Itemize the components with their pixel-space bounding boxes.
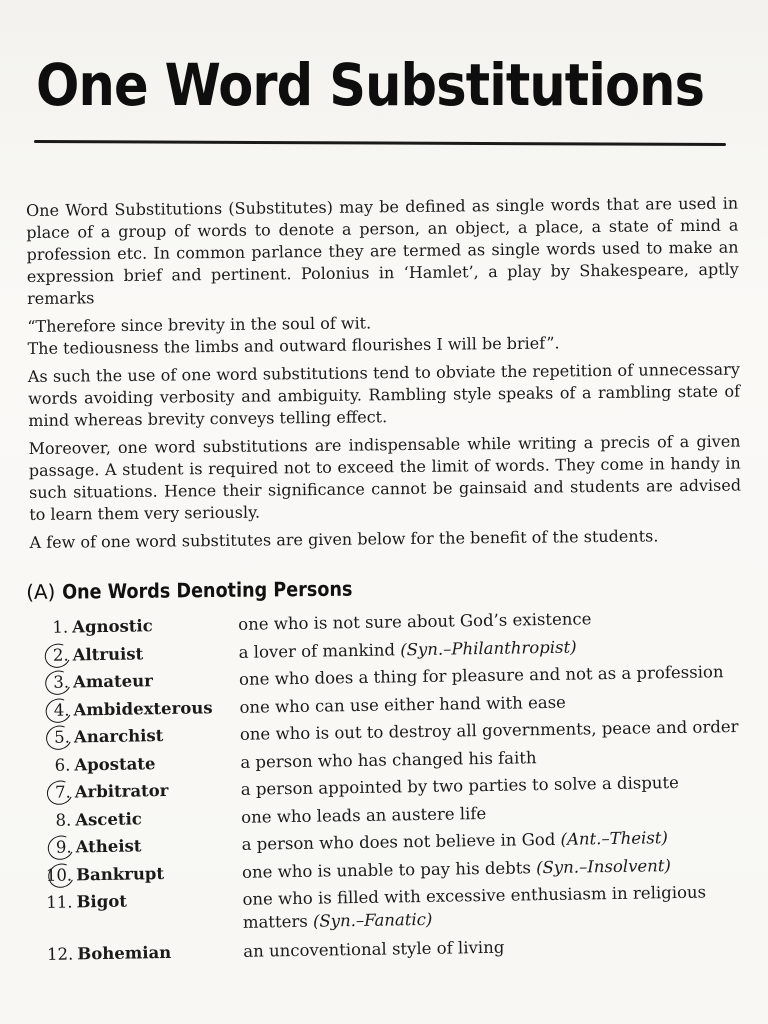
word-label: Ascetic [75,808,142,829]
title-underline [34,140,726,146]
word-label: Anarchist [73,726,164,747]
word-number: 1. [52,617,69,637]
meaning-text: one who is filled with excessive enthusiasm in religious matters [242,882,707,932]
intro-paragraph-2: As such the use of one word substitutions tend to obviate the repetition of unnecessary words avoiding verbosity and ambiguity. Rambling style speaks of a rambling state of mind whereas brevity conveys telling effect. [27,359,741,430]
word-term [43,938,243,969]
meaning-text: a person who does not believe in God [241,829,556,854]
word-number: 10. [45,864,73,885]
word-term [41,803,241,834]
word-term [41,776,241,807]
word-number: 4. [53,700,70,720]
quote-line-1: “Therefore since brevity in the soul of wit. [27,313,372,336]
intro-text [26,193,742,560]
intro-paragraph-3: Moreover, one word substitutions are indispensable while writing a precis of a given passage. A student is required not to exceed the limit of words. They come in handy in such situations. Hence their significance cannot be gainsaid and students are advised to learn them very seriously. [28,431,742,524]
word-term [41,831,241,862]
word-number: 9. [55,837,72,857]
meaning-text: a person who has changed his faith [240,747,537,772]
intro-paragraph-4: A few of one word substitutes are given below for the benefit of the students. [29,526,659,552]
word-label: Bohemian [77,942,172,964]
word-meaning [243,930,743,963]
section-name: One Words Denoting Persons [61,576,353,604]
page-title: One Word Substitutions [36,51,705,119]
synonym-note: (Syn.–Philanthropist) [400,637,577,659]
word-term [38,638,238,669]
meaning-text: one who can use either hand with ease [239,692,566,717]
word-row [43,930,743,968]
word-number: 12. [46,944,74,964]
word-term [39,666,239,697]
word-term [42,886,242,917]
word-number: 2. [52,645,69,665]
word-row [42,878,743,937]
word-term [40,721,240,752]
synonym-note: (Syn.–Fanatic) [312,909,433,931]
intro-paragraph-1: One Word Substitutions (Substitutes) may be defined as single words that are used in place of a group of words to denote a person, an object, a place, a state of mind a profession etc. In common parlance they are termed as single words used to make an expression brief and pertinent. Polonius in ‘Hamlet’, a play by Shakespeare, aptly remarks [26,193,739,308]
meaning-text: one who does a thing for pleasure and not as a profession [238,662,724,689]
word-label: Altruist [72,643,144,664]
word-number: 6. [54,755,71,775]
synonym-note: (Syn.–Insolvent) [535,855,672,877]
word-term [38,611,238,642]
meaning-text: one who leads an austere life [241,803,487,827]
word-label: Agnostic [72,616,153,637]
word-number: 7. [54,782,71,802]
word-label: Atheist [75,836,142,857]
word-meaning [242,878,743,934]
word-label: Bankrupt [75,863,165,884]
section-marker: (A) [26,579,56,604]
meaning-text: one who is not sure about God’s existence [238,609,592,634]
word-label: Apostate [74,753,156,774]
synonym-note: (Ant.–Theist) [560,828,669,849]
word-label: Amateur [72,671,153,692]
meaning-text: a person appointed by two parties to solve a dispute [240,772,679,799]
word-number: 8. [55,810,72,830]
word-label: Ambidexterous [73,697,213,719]
word-term [42,858,242,889]
word-number: 11. [46,892,73,912]
word-label: Bigot [76,891,128,912]
word-list [38,603,743,968]
word-label: Arbitrator [74,780,169,802]
meaning-text: an uncoventional style of living [243,937,505,961]
quote-line-2: The tediousness the limbs and outward flourishes I will be brief”. [27,333,560,358]
word-term [39,693,239,724]
section-heading [26,576,392,604]
meaning-text: a lover of mankind [238,639,396,662]
word-number: 5. [54,727,71,747]
meaning-text: one who is out to destroy all governments, peace and order [239,717,739,744]
word-number: 3. [53,672,70,692]
meaning-text: one who is unable to pay his debts [241,857,532,882]
word-term [40,748,240,779]
